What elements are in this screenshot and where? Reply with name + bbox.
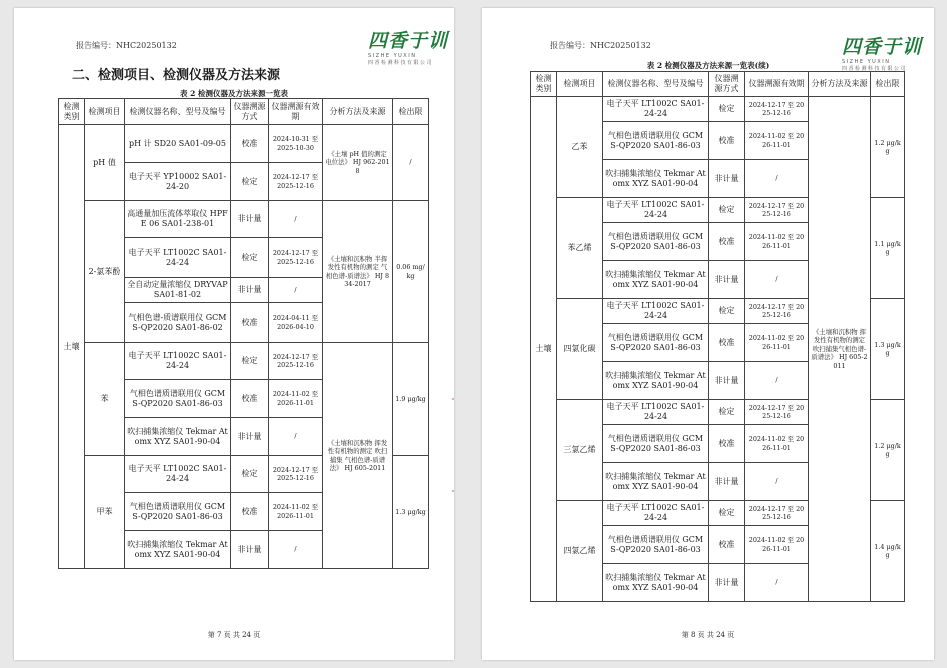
instrument-cell: 电子天平 LT1002C SA01-24-24 [125,456,231,493]
limit-cell: 1.4 μg/kg [871,501,905,602]
trace-cell: 非计量 [231,418,269,456]
validity-cell: 2024-12-17 至 2025-12-16 [745,198,809,223]
validity-cell: / [745,463,809,501]
validity-cell: 2024-12-17 至 2025-12-16 [269,238,323,278]
table-row [59,343,429,380]
trace-cell: 校准 [231,125,269,163]
table-header-row [59,99,429,125]
item-cell: 苯 [85,343,125,456]
header-category: 检测类别 [531,72,557,97]
header-trace: 仪器溯源方式 [709,72,745,97]
item-cell: 三氯乙烯 [557,400,603,501]
limit-cell: 1.1 μg/kg [871,198,905,299]
trace-cell: 非计量 [231,531,269,569]
item-cell: 甲苯 [85,456,125,569]
trace-cell: 检定 [709,501,745,526]
table-title: 表 2 检测仪器及方法来源一览表(续) [646,61,770,70]
trace-cell: 检定 [231,238,269,278]
method-cell: 《土壤和沉积物 挥发性有机物的测定 吹扫捕集 气相色谱-质谱法》 HJ 605-2011 [323,343,393,569]
trace-cell: 校准 [709,526,745,564]
category-cell: 土壤 [531,97,557,602]
header-instrument: 检测仪器名称、型号及编号 [125,99,231,125]
logo-sub: SIZHE YUXIN [842,59,891,65]
item-cell: 苯乙烯 [557,198,603,299]
item-cell: 乙苯 [557,97,603,198]
report-number: 报告编号：NHC20250132 [76,41,177,50]
method-cell: 《土壤 pH 值的测定 电位法》 HJ 962-2018 [323,125,393,201]
instrument-cell: 吹扫捕集浓缩仪 Tekmar Atomx XYZ SA01-90-04 [603,463,709,501]
header-method: 分析方法及来源 [809,72,871,97]
instrument-cell: 电子天平 LT1002C SA01-24-24 [603,198,709,223]
header-limit: 检出限 [871,72,905,97]
instrument-cell: 电子天平 YP10002 SA01-24-20 [125,163,231,201]
instrument-cell: 气相色谱质谱联用仪 GCMS-QP2020 SA01-86-03 [125,493,231,531]
instrument-cell: 吹扫捕集浓缩仪 Tekmar Atomx XYZ SA01-90-04 [603,261,709,299]
trace-cell: 非计量 [709,564,745,602]
trace-cell: 检定 [231,343,269,380]
header-instrument: 检测仪器名称、型号及编号 [603,72,709,97]
instrument-cell: 气相色谱质谱联用仪 GCMS-QP2020 SA01-86-03 [603,122,709,160]
trace-cell: 检定 [709,299,745,324]
validity-cell: / [269,531,323,569]
validity-cell: 2024-11-02 至 2026-11-01 [745,324,809,362]
trace-cell: 校准 [231,303,269,343]
validity-cell: 2024-12-17 至 2025-12-16 [269,343,323,380]
validity-cell: 2024-11-02 至 2026-11-01 [269,380,323,418]
trace-cell: 非计量 [709,261,745,299]
trace-cell: 校准 [709,425,745,463]
validity-cell: 2024-10-31 至 2025-10-30 [269,125,323,163]
header-item: 检测项目 [557,72,603,97]
instrument-table-continued [530,71,905,602]
company-logo [368,26,448,66]
validity-cell: / [745,261,809,299]
validity-cell: / [269,201,323,238]
method-cell: 《土壤和沉积物 半挥发性有机物的测定 气相色谱-质谱法》 HJ 834-2017 [323,201,393,343]
instrument-cell: 吹扫捕集浓缩仪 Tekmar Atomx XYZ SA01-90-04 [603,362,709,400]
instrument-cell: 电子天平 LT1002C SA01-24-24 [125,238,231,278]
instrument-cell: 吹扫捕集浓缩仪 Tekmar Atomx XYZ SA01-90-04 [603,564,709,602]
limit-cell: 0.06 mg/kg [393,201,429,343]
validity-cell: 2024-11-02 至 2026-11-01 [745,425,809,463]
instrument-cell: 电子天平 LT1002C SA01-24-24 [603,97,709,122]
page-8 [482,8,934,660]
instrument-cell: pH 计 SD20 SA01-09-05 [125,125,231,163]
instrument-cell: 吹扫捕集浓缩仪 Tekmar Atomx XYZ SA01-90-04 [125,418,231,456]
validity-cell: 2024-11-02 至 2026-11-01 [745,122,809,160]
instrument-cell: 气相色谱-质谱联用仪 GCMS-QP2020 SA01-86-02 [125,303,231,343]
trace-cell: 非计量 [709,160,745,198]
instrument-cell: 气相色谱质谱联用仪 GCMS-QP2020 SA01-86-03 [603,526,709,564]
instrument-cell: 高通量加压流体萃取仪 HPFE 06 SA01-238-01 [125,201,231,238]
validity-cell: 2024-12-17 至 2025-12-16 [745,299,809,324]
instrument-cell: 电子天平 LT1002C SA01-24-24 [603,501,709,526]
trace-cell: 非计量 [231,278,269,303]
red-seal-stamp [452,398,454,492]
instrument-cell: 电子天平 LT1002C SA01-24-24 [125,343,231,380]
method-cell: 《土壤和沉积物 挥发性有机物的测定 吹扫捕集气相色谱-质谱法》 HJ 605-2011 [809,97,871,602]
validity-cell: 2024-12-17 至 2025-12-16 [269,456,323,493]
trace-cell: 检定 [709,400,745,425]
validity-cell: / [269,418,323,456]
item-cell: pH 值 [85,125,125,201]
item-cell: 四氯乙烯 [557,501,603,602]
validity-cell: 2024-04-11 至 2026-04-10 [269,303,323,343]
instrument-cell: 气相色谱质谱联用仪 GCMS-QP2020 SA01-86-03 [603,324,709,362]
instrument-cell: 吹扫捕集浓缩仪 Tekmar Atomx XYZ SA01-90-04 [125,531,231,569]
trace-cell: 检定 [231,163,269,201]
trace-cell: 校准 [231,493,269,531]
logo-sub: SIZHE YUXIN [368,53,417,59]
page-footer: 第 8 页 共 24 页 [681,631,735,639]
limit-cell: 1.3 μg/kg [871,299,905,400]
table-title: 表 2 检测仪器及方法来源一览表 [180,89,288,98]
instrument-cell: 气相色谱质谱联用仪 GCMS-QP2020 SA01-86-03 [125,380,231,418]
validity-cell: / [269,278,323,303]
validity-cell: 2024-12-17 至 2025-12-16 [269,163,323,201]
logo-brand: 四香于训 [842,36,923,58]
header-item: 检测项目 [85,99,125,125]
page-footer: 第 7 页 共 24 页 [207,631,261,639]
trace-cell: 校准 [231,380,269,418]
trace-cell: 非计量 [709,463,745,501]
header-category: 检测类别 [59,99,85,125]
limit-cell: / [393,125,429,201]
validity-cell: 2024-12-17 至 2025-12-16 [745,400,809,425]
trace-cell: 校准 [709,223,745,261]
instrument-cell: 气相色谱质谱联用仪 GCMS-QP2020 SA01-86-03 [603,425,709,463]
validity-cell: / [745,564,809,602]
trace-cell: 检定 [709,198,745,223]
trace-cell: 校准 [709,324,745,362]
validity-cell: 2024-11-02 至 2026-11-01 [745,223,809,261]
table-row [59,125,429,163]
header-validity: 仪器溯源有效期 [269,99,323,125]
header-method: 分析方法及来源 [323,99,393,125]
trace-cell: 非计量 [709,362,745,400]
instrument-table [58,98,429,569]
trace-cell: 非计量 [231,201,269,238]
header-trace: 仪器溯源方式 [231,99,269,125]
trace-cell: 检定 [709,97,745,122]
table-header-row [531,72,905,97]
item-cell: 2-氯苯酚 [85,201,125,343]
report-number: 报告编号：NHC20250132 [550,41,651,50]
instrument-cell: 电子天平 LT1002C SA01-24-24 [603,299,709,324]
header-limit: 检出限 [393,99,429,125]
validity-cell: 2024-12-17 至 2025-12-16 [745,97,809,122]
validity-cell: 2024-11-02 至 2026-11-01 [745,526,809,564]
limit-cell: 1.2 μg/kg [871,400,905,501]
section-title: 二、检测项目、检测仪器及方法来源 [72,68,281,83]
validity-cell: / [745,160,809,198]
logo-tagline: 四香检测科技有限公司 [368,60,434,66]
validity-cell: / [745,362,809,400]
instrument-cell: 电子天平 LT1002C SA01-24-24 [603,400,709,425]
limit-cell: 1.2 μg/kg [871,97,905,198]
instrument-cell: 气相色谱质谱联用仪 GCMS-QP2020 SA01-86-03 [603,223,709,261]
trace-cell: 校准 [709,122,745,160]
logo-brand: 四香于训 [368,30,449,52]
table-row [531,97,905,122]
validity-cell: 2024-12-17 至 2025-12-16 [745,501,809,526]
limit-cell: 1.3 μg/kg [393,456,429,569]
limit-cell: 1.9 μg/kg [393,343,429,456]
page-7 [14,8,454,660]
instrument-cell: 吹扫捕集浓缩仪 Tekmar Atomx XYZ SA01-90-04 [603,160,709,198]
validity-cell: 2024-11-02 至 2026-11-01 [269,493,323,531]
logo-tagline: 四香检测科技有限公司 [842,66,908,72]
table-row [59,201,429,238]
category-cell: 土壤 [59,125,85,569]
instrument-cell: 全自动定量浓缩仪 DRYVAP SA01-81-02 [125,278,231,303]
header-validity: 仪器溯源有效期 [745,72,809,97]
item-cell: 四氯化碳 [557,299,603,400]
trace-cell: 检定 [231,456,269,493]
